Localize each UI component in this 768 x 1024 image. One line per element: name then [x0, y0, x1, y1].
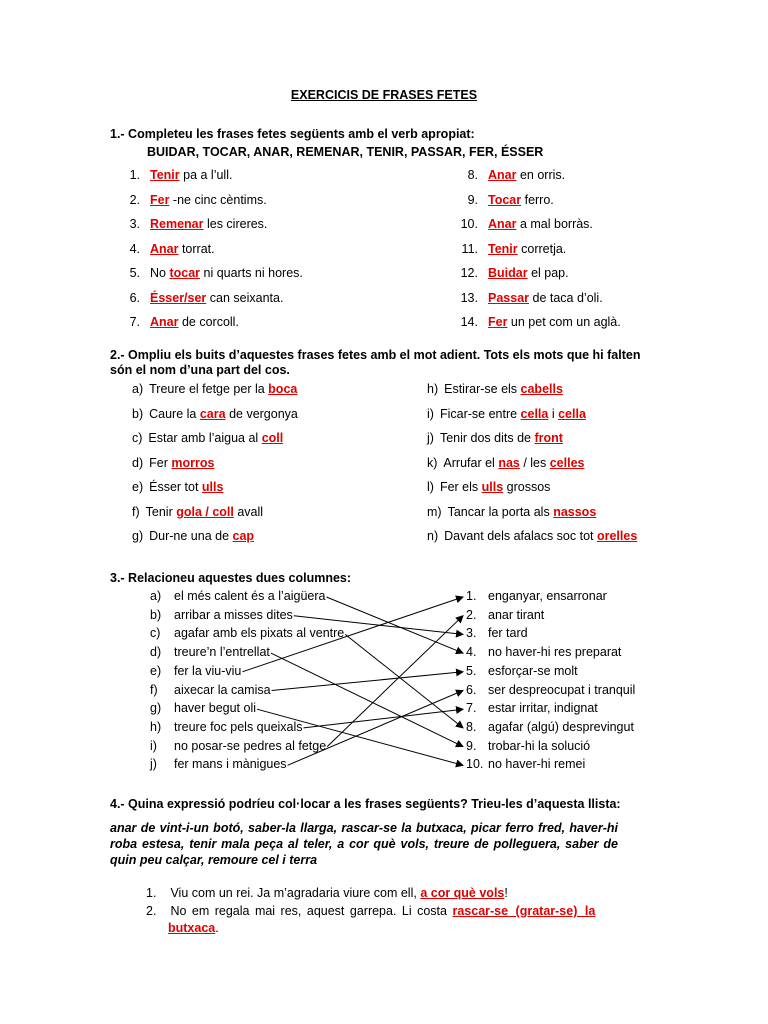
section-4-expression-list: anar de vint-i-un botó, saber-la llarga, rascar-se la butxaca, picar ferro fred, haver-hi roba estesa, tenir mala peça al teler, a cor què vols, treure de polleguera, saber de quin peu calçar, remoure cel i terra	[110, 821, 618, 867]
item-text: fer tard	[488, 626, 528, 641]
item-text: ser despreocupat i tranquil	[488, 682, 636, 697]
item-text: no haver-hi res preparat	[488, 645, 622, 660]
item-text: no haver-hi remei	[488, 757, 586, 772]
answer: tocar	[169, 266, 201, 280]
answer: rascar-se (gratar-se) la	[452, 904, 596, 918]
section-2-heading-line-2: són el nom d’una part del cos.	[110, 363, 290, 377]
item-text: ni quarts ni hores.	[200, 266, 303, 280]
item-text: en orris.	[516, 168, 566, 182]
section-4-heading: 4.- Quina expressió podríeu col·locar a les frases següents? Trieu-les d’aquesta llista:	[110, 797, 621, 811]
item-text: trobar-hi la solució	[488, 738, 591, 753]
item-number: 2.	[146, 904, 157, 918]
answer: a cor què vols	[420, 886, 505, 900]
page-title: EXERCICIS DE FRASES FETES	[290, 88, 478, 102]
item-text: de corcoll.	[178, 315, 239, 329]
item-number: 3.	[466, 626, 477, 641]
item-letter: i)	[150, 738, 157, 753]
item-text: Arrufar el	[443, 455, 499, 470]
answer: cabells	[520, 382, 563, 396]
match-arrow	[272, 672, 463, 691]
answer: Anar	[150, 241, 179, 256]
item-number: 7.	[466, 701, 477, 716]
answer: Anar	[488, 168, 517, 182]
section-3-heading: 3.- Relacioneu aquestes dues columnes:	[110, 571, 352, 585]
item-text: agafar (algú) desprevingut	[488, 719, 634, 734]
item-letter: m)	[427, 504, 442, 519]
answer: Remenar	[150, 217, 204, 231]
answer: Tenir	[488, 241, 518, 256]
item-text: no posar-se pedres al fetge	[174, 738, 327, 753]
item-prefix: No	[150, 266, 170, 280]
answer: ulls	[481, 480, 504, 494]
item-text: i	[548, 406, 559, 421]
item-number: 10.	[466, 757, 484, 772]
item-number: 1.	[146, 886, 157, 900]
item-letter: j)	[427, 431, 434, 445]
answer: front	[534, 431, 563, 445]
item-text: el més calent és a l’aigüera	[174, 589, 326, 603]
answer-continued: butxaca	[168, 921, 216, 935]
item-letter: a)	[132, 382, 144, 396]
section-4-item-2	[146, 904, 595, 918]
item-text-end: .	[215, 921, 219, 935]
item-text: grossos	[503, 480, 551, 494]
answer: Fer	[488, 315, 508, 329]
item-text: haver begut oli	[174, 701, 257, 716]
item-number: 9.	[467, 192, 478, 207]
item-text: Viu com un rei. Ja m’agradaria viure com ell,	[170, 886, 421, 900]
item-text: treure’n l’entrellat	[174, 645, 270, 660]
item-text: Tenir	[145, 504, 177, 519]
item-letter: n)	[427, 529, 439, 543]
answer: Anar	[488, 217, 517, 231]
item-text: No em regala mai res, aquest garrepa. Li costa	[170, 904, 453, 918]
answer: nassos	[553, 504, 597, 519]
item-letter: f)	[150, 682, 158, 697]
answer: Tenir	[150, 168, 180, 182]
item-number: 2.	[129, 192, 140, 207]
item-letter: d)	[132, 455, 144, 470]
section-4-item-1	[146, 886, 508, 900]
item-text-end: !	[504, 886, 508, 900]
answer: celles	[549, 455, 585, 470]
item-number: 1.	[466, 589, 477, 603]
item-text: Tenir dos dits de	[439, 431, 535, 445]
item-number: 4.	[129, 241, 140, 256]
answer: Fer	[150, 192, 170, 207]
answer: coll	[261, 431, 284, 445]
answer: Passar	[488, 290, 530, 305]
item-text: anar tirant	[488, 607, 545, 622]
item-text: enganyar, ensarronar	[488, 589, 607, 603]
item-text: estar irritar, indignat	[488, 701, 598, 716]
answer: cap	[232, 529, 255, 543]
item-number: 13.	[460, 290, 478, 305]
item-text: esforçar-se molt	[488, 663, 578, 678]
item-letter: j)	[150, 757, 157, 772]
section-2-heading-line-1: 2.- Ompliu els buits d’aquestes frases fetes amb el mot adient. Tots els mots que hi falten	[110, 348, 641, 362]
match-arrow	[288, 691, 463, 766]
item-letter: a)	[150, 589, 162, 603]
item-text: de vergonya	[225, 406, 298, 421]
match-arrow	[327, 616, 463, 747]
item-text: Ficar-se entre	[439, 406, 521, 421]
answer: Tocar	[488, 192, 522, 207]
item-number: 6.	[466, 682, 477, 697]
item-text: avall	[233, 504, 264, 519]
answer: boca	[268, 382, 298, 396]
item-text: pa a l’ull.	[179, 168, 233, 182]
item-text: arribar a misses dites	[174, 607, 293, 622]
item-text: Fer els	[439, 480, 482, 494]
item-text: de taca d’oli.	[529, 290, 603, 305]
match-arrow	[257, 709, 463, 765]
item-letter: f)	[132, 504, 140, 519]
answer: gola / coll	[176, 504, 234, 519]
match-arrow	[326, 597, 463, 653]
item-text: -ne cinc cèntims.	[169, 192, 267, 207]
item-text: Davant dels afalacs soc tot	[444, 529, 597, 543]
item-number: 3.	[129, 217, 140, 231]
item-letter: g)	[150, 701, 162, 716]
answer: ulls	[201, 480, 224, 494]
item-letter: l)	[427, 480, 434, 494]
match-arrow	[271, 653, 463, 747]
item-text: / les	[519, 455, 550, 470]
answer: Buidar	[488, 266, 528, 280]
item-number: 12.	[460, 266, 478, 280]
item-letter: c)	[150, 626, 161, 641]
item-letter: k)	[427, 455, 438, 470]
item-text: un pet com un aglà.	[507, 315, 621, 329]
item-number: 8.	[467, 168, 478, 182]
item-text: el pap.	[527, 266, 569, 280]
item-letter: e)	[132, 480, 144, 494]
item-text: Ésser tot	[149, 480, 202, 494]
item-text: torrat.	[178, 241, 215, 256]
item-text: Estar amb l’aigua al	[148, 431, 262, 445]
item-text: corretja.	[517, 241, 567, 256]
item-letter: i)	[427, 406, 434, 421]
item-number: 9.	[466, 738, 477, 753]
answer: Anar	[150, 315, 179, 329]
item-text: Dur-ne una de	[149, 529, 233, 543]
item-text: aixecar la camisa	[174, 682, 271, 697]
item-text: fer mans i mànigues	[174, 757, 287, 772]
item-letter: h)	[150, 719, 162, 734]
answer: morros	[171, 455, 215, 470]
item-text: treure foc pels queixals	[174, 719, 303, 734]
item-number: 7.	[129, 315, 140, 329]
item-text: Estirar-se els	[444, 382, 521, 396]
item-text: Tancar la porta als	[447, 504, 554, 519]
answer: cella	[558, 406, 586, 421]
item-text: agafar amb els pixats al ventre	[174, 626, 345, 641]
item-number: 5.	[466, 663, 477, 678]
item-letter: d)	[150, 645, 162, 660]
match-arrow	[304, 709, 463, 728]
answer: nas	[498, 455, 520, 470]
item-text: Fer	[149, 455, 172, 470]
item-number: 1.	[129, 168, 140, 182]
answer: cara	[199, 406, 226, 421]
answer: cella	[520, 406, 549, 421]
section-1-verb-list: BUIDAR, TOCAR, ANAR, REMENAR, TENIR, PASSAR, FER, ÉSSER	[147, 145, 544, 159]
item-letter: b)	[132, 406, 144, 421]
section-1-heading: 1.- Completeu les frases fetes següents amb el verb apropiat:	[110, 127, 475, 141]
item-number: 11.	[461, 241, 478, 256]
item-text: Caure la	[149, 406, 200, 421]
item-number: 14.	[460, 315, 478, 329]
item-text: fer la viu-viu	[174, 663, 242, 678]
item-number: 10.	[460, 217, 478, 231]
item-text: a mal borràs.	[516, 217, 593, 231]
item-number: 4.	[466, 645, 477, 660]
item-text: ferro.	[521, 192, 554, 207]
answer: orelles	[596, 529, 638, 543]
item-letter: g)	[132, 529, 144, 543]
item-letter: e)	[150, 663, 162, 678]
answer: Ésser/ser	[150, 290, 207, 305]
item-letter: c)	[132, 431, 143, 445]
item-letter: h)	[427, 382, 439, 396]
item-text: Treure el fetge per la	[149, 382, 269, 396]
item-number: 5.	[129, 266, 140, 280]
item-text: les cireres.	[203, 217, 268, 231]
item-number: 2.	[466, 607, 477, 622]
item-number: 8.	[466, 719, 477, 734]
section-4-item-2-continued	[168, 921, 219, 935]
item-letter: b)	[150, 607, 162, 622]
item-number: 6.	[129, 290, 140, 305]
item-text: can seixanta.	[206, 290, 284, 305]
